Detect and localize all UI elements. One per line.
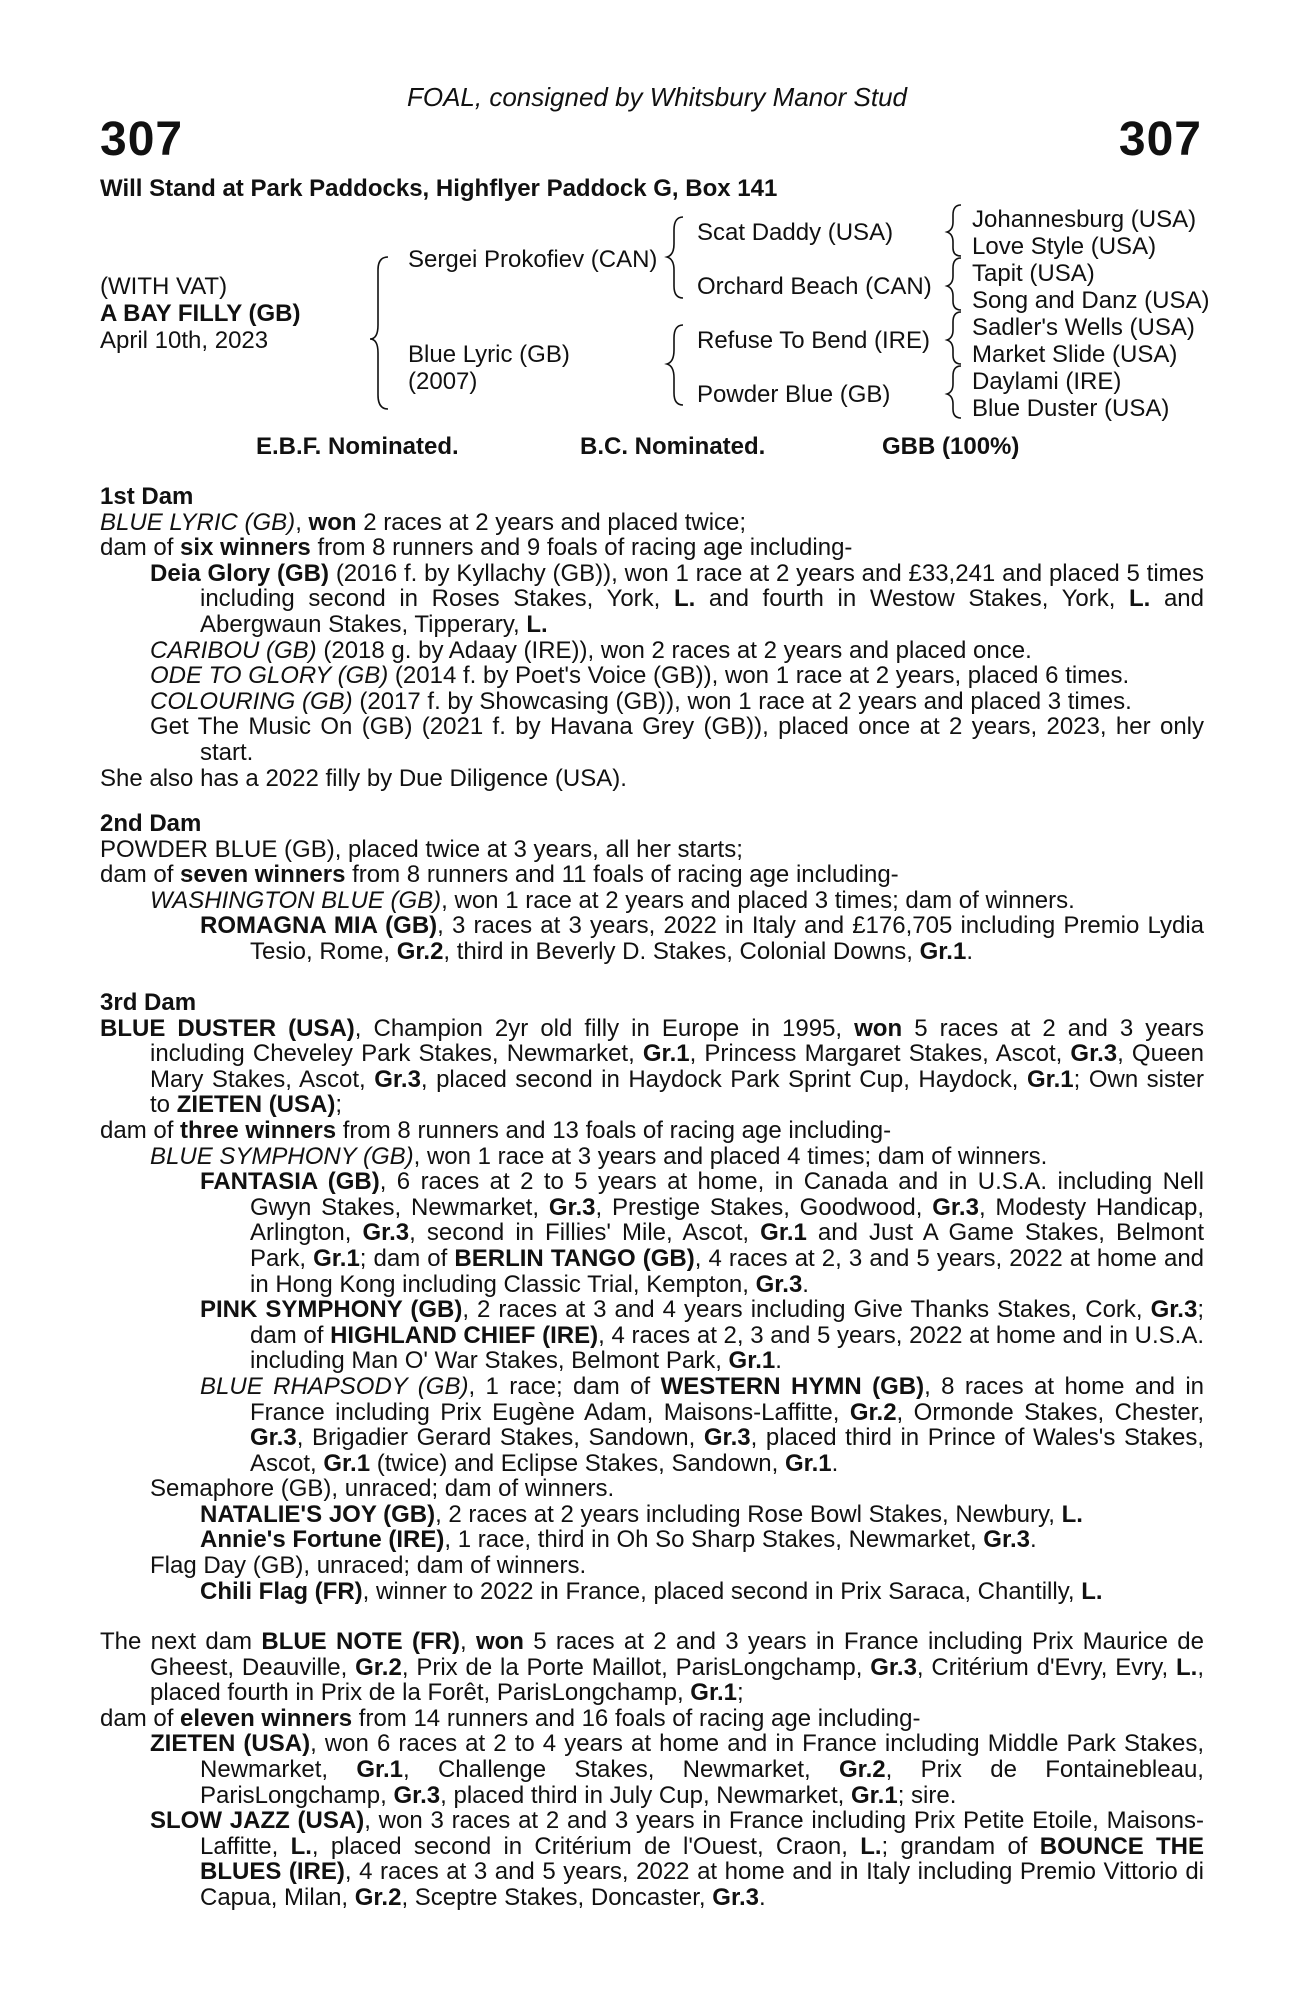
- race-grade: Gr.1: [851, 1781, 898, 1809]
- text-frag: , Critérium d'Evry, Evry,: [916, 1653, 1176, 1681]
- text-frag: , 8 races at home and in France including Prix Eugène Adam, Maisons-Laffitte,: [250, 1372, 1205, 1426]
- text-frag: ; dam of: [250, 1296, 1204, 1349]
- text-frag: , Prestige Stakes, Goodwood,: [595, 1193, 933, 1221]
- winner-count: six winners: [180, 534, 311, 562]
- produce-name: Deia Glory (GB): [150, 559, 329, 587]
- text-frag: , Prix de la Porte Maillot, ParisLongchamp,: [401, 1653, 871, 1681]
- horse-dob: April 10th, 2023: [100, 327, 269, 354]
- text-frag: , 3 races at 3 years, 2022 in Italy and £176,705 including Premio Lydia Tesio, Rome,: [250, 912, 1205, 965]
- text-frag: ;: [736, 1679, 744, 1707]
- pedigree-g1: Johannesburg (USA): [972, 206, 1197, 233]
- race-grade: Gr.1: [690, 1679, 737, 1707]
- text-frag: , 2 races at 2 years including Rose Bowl Stakes, Newbury,: [435, 1500, 1062, 1528]
- next-dam-line: [100, 1629, 1204, 1706]
- text-frag: (2014 f. by Poet's Voice (GB)), won 1 race at 2 years, placed 6 times.: [388, 662, 1130, 690]
- race-grade: Gr.1: [784, 1449, 832, 1477]
- produce-entry: [100, 1527, 1204, 1553]
- text-frag: ; grandam of: [881, 1832, 1028, 1860]
- text-frag: , 6 races at 2 to 5 years at home, in Canada and in U.S.A. including Nell Gwyn Stakes, Newmarket,: [250, 1168, 1204, 1221]
- first-dam-produce-summary: [100, 535, 1204, 561]
- text-frag: , Modesty Handicap, Arlington,: [250, 1193, 1204, 1247]
- text-frag: 5 races at 2 and 3 years in France including Prix Maurice de Gheest, Deauville,: [150, 1628, 1205, 1681]
- ebf-nomination: E.B.F. Nominated.: [256, 433, 459, 460]
- race-grade: L.: [1129, 585, 1151, 613]
- stand-location: Will Stand at Park Paddocks, Highflyer Paddock G, Box 141: [100, 175, 778, 202]
- produce-entry: [100, 1502, 1204, 1528]
- text-frag: Get The Music On (GB) (2021 f. by Havana Grey (GB)), placed once at 2 years, 2023, her only start.: [150, 713, 1204, 766]
- pedigree-dam: Blue Lyric (GB): [408, 341, 570, 368]
- produce-entry: [100, 1169, 1204, 1297]
- produce-entry: [100, 561, 1204, 638]
- race-grade: Gr.3: [1070, 1040, 1118, 1068]
- pedigree-g8: Blue Duster (USA): [972, 395, 1170, 422]
- brace-sire: [667, 217, 683, 298]
- race-grade: Gr.3: [983, 1526, 1030, 1554]
- brace-g1: [947, 205, 961, 256]
- produce-entry: [100, 1579, 1204, 1605]
- race-grade: L.: [1061, 1500, 1083, 1528]
- produce-entry: [100, 1144, 1204, 1170]
- text-frag: ; dam of: [359, 1244, 455, 1272]
- produce-name: ROMAGNA MIA (GB): [200, 912, 438, 940]
- race-grade: Gr.3: [932, 1193, 979, 1221]
- produce-entry: [100, 1731, 1204, 1808]
- race-grade: L.: [1175, 1653, 1198, 1681]
- pedigree-g7: Daylami (IRE): [972, 368, 1122, 395]
- text-frag: 5 races at 2 and 3 years including Cheveley Park Stakes, Newmarket,: [150, 1014, 1204, 1068]
- text-frag: (twice) and Eclipse Stakes, Sandown,: [370, 1449, 785, 1477]
- also-has-line: She also has a 2022 filly by Due Diligence (USA).: [100, 764, 627, 792]
- race-grade: Gr.2: [355, 1653, 402, 1681]
- text-frag: and Just A Game Stakes, Belmont Park,: [250, 1219, 1205, 1272]
- text-frag: , won 1 race at 2 years and placed 3 times; dam of winners.: [441, 886, 1075, 914]
- text-frag: , placed fourth in Prix de la Forêt, ParisLongchamp,: [150, 1653, 1204, 1707]
- produce-name: ODE TO GLORY (GB): [150, 662, 389, 690]
- pedigree-g2: Love Style (USA): [972, 233, 1157, 260]
- produce-entry: [100, 1297, 1204, 1374]
- text-frag: , won 1 race at 3 years and placed 4 times; dam of winners.: [413, 1142, 1048, 1170]
- text-frag: dam of: [100, 1704, 181, 1732]
- text-frag: , placed third in Prince of Wales's Stakes, Ascot,: [250, 1424, 1204, 1477]
- sister-name: ZIETEN (USA): [176, 1091, 336, 1119]
- produce-entry: [100, 913, 1204, 964]
- next-dam-name: BLUE NOTE (FR): [261, 1628, 460, 1655]
- text-frag: and Abergwaun Stakes, Tipperary,: [200, 585, 1204, 638]
- won-word: won: [854, 1014, 903, 1042]
- produce-name: CARIBOU (GB): [150, 636, 317, 664]
- text-frag: , 1 race; dam of: [468, 1372, 661, 1400]
- text-frag: (2016 f. by Kyllachy (GB)), won 1 race at 2 years and £33,241 and placed 5 times including second in Roses Stakes, York,: [200, 559, 1204, 613]
- third-dam-heading: 3rd Dam: [100, 989, 197, 1016]
- text-frag: , Ormonde Stakes, Chester,: [896, 1398, 1204, 1426]
- text-frag: ; sire.: [897, 1781, 957, 1809]
- horse-name: A BAY FILLY (GB): [100, 300, 301, 327]
- third-dam-produce-summary: [100, 1118, 1204, 1144]
- text-frag: , winner to 2022 in France, placed second in Prix Saraca, Chantilly,: [362, 1577, 1082, 1605]
- race-grade: Gr.1: [323, 1449, 371, 1477]
- text-frag: from 14 runners and 16 foals of racing age including-: [352, 1704, 921, 1732]
- race-grade: Gr.1: [728, 1347, 776, 1375]
- third-dam-line: [100, 1016, 1204, 1118]
- text-frag: , Brigadier Gerard Stakes, Sandown,: [296, 1424, 704, 1452]
- text-frag: dam of: [100, 1116, 181, 1144]
- text-frag: .: [966, 937, 973, 965]
- produce-name: SLOW JAZZ (USA): [150, 1807, 365, 1835]
- race-grade: L.: [526, 610, 548, 638]
- text-frag: , 4 races at 2, 3 and 5 years, 2022 at home and in U.S.A. including Man O' War Stakes, Belmont Park,: [250, 1321, 1204, 1375]
- text-frag: , Queen Mary Stakes, Ascot,: [150, 1040, 1204, 1093]
- produce-entry: [100, 638, 1204, 664]
- pedigree-g6: Market Slide (USA): [972, 341, 1178, 368]
- second-dam-line: POWDER BLUE (GB), placed twice at 3 years, all her starts;: [100, 835, 743, 863]
- pedigree-g5: Sadler's Wells (USA): [972, 314, 1195, 341]
- text-frag: (2017 f. by Showcasing (GB)), won 1 race at 2 years and placed 3 times.: [352, 687, 1132, 715]
- lot-number-right: 307: [1118, 113, 1202, 166]
- produce-name: BLUE RHAPSODY (GB): [200, 1372, 469, 1400]
- vat-note: (WITH VAT): [100, 273, 228, 300]
- race-grade: Gr.3: [703, 1424, 751, 1452]
- text-frag: , 4 races at 3 and 5 years, 2022 at home and in Italy including Premio Vittorio di Capua, Milan,: [200, 1858, 1205, 1911]
- bc-nomination: B.C. Nominated.: [580, 433, 766, 460]
- pedigree-sire-sire: Scat Daddy (USA): [697, 219, 894, 246]
- text-frag: ;: [335, 1091, 343, 1119]
- produce-entry: [100, 714, 1204, 765]
- race-grade: Gr.3: [362, 1219, 410, 1247]
- text-frag: from 8 runners and 13 foals of racing age including-: [336, 1116, 892, 1144]
- brace-g3: [947, 312, 961, 364]
- race-grade: Gr.1: [919, 937, 967, 965]
- produce-name: COLOURING (GB): [150, 687, 353, 715]
- winner-count: seven winners: [180, 861, 346, 889]
- race-grade: Gr.3: [870, 1653, 917, 1681]
- race-grade: Gr.2: [354, 1883, 402, 1911]
- first-dam-heading: 1st Dam: [100, 483, 194, 510]
- text-frag: , Princess Margaret Stakes, Ascot,: [689, 1040, 1071, 1068]
- text-frag: , placed third in July Cup, Newmarket,: [440, 1781, 851, 1809]
- gbb-rating: GBB (100%): [882, 433, 1020, 460]
- consignment-line: FOAL, consigned by Whitsbury Manor Stud: [406, 82, 907, 112]
- text-frag: , placed second in Haydock Park Sprint Cup, Haydock,: [420, 1065, 1027, 1093]
- first-dam-line: [100, 510, 1204, 536]
- produce-name: BOUNCE THE BLUES (IRE): [200, 1832, 1205, 1886]
- text-frag: .: [758, 1883, 766, 1911]
- pedigree-dam-dam: Powder Blue (GB): [697, 381, 891, 408]
- produce-name: PINK SYMPHONY (GB): [200, 1296, 463, 1324]
- produce-name: Chili Flag (FR): [200, 1577, 363, 1605]
- pedigree-dam-year: (2007): [408, 368, 478, 395]
- produce-name: HIGHLAND CHIEF (IRE): [330, 1321, 599, 1349]
- race-grade: Gr.2: [838, 1755, 886, 1783]
- text-frag: .: [831, 1449, 839, 1477]
- race-grade: Gr.3: [1150, 1296, 1198, 1324]
- race-grade: Gr.3: [393, 1781, 441, 1809]
- winner-count: eleven winners: [180, 1704, 353, 1732]
- race-grade: Gr.1: [642, 1040, 690, 1068]
- first-dam-section: [100, 484, 1204, 791]
- text-frag: and fourth in Westow Stakes, York,: [695, 585, 1129, 613]
- text-frag: , placed second in Critérium de l'Ouest, Craon,: [311, 1832, 861, 1860]
- text-frag: .: [1029, 1526, 1037, 1554]
- text-frag: ,: [459, 1628, 476, 1655]
- text-frag: 2 races at 2 years and placed twice;: [356, 508, 747, 536]
- brace-g2: [947, 258, 961, 310]
- text-frag: , won 3 races at 2 and 3 years in France including Prix Petite Etoile, Maisons-Laffitte,: [200, 1807, 1204, 1860]
- race-grade: Gr.3: [548, 1193, 596, 1221]
- race-grade: Gr.3: [712, 1883, 759, 1911]
- produce-entry: [100, 1476, 1204, 1502]
- text-frag: from 8 runners and 11 foals of racing age including-: [345, 861, 899, 889]
- race-grade: Gr.1: [1026, 1065, 1074, 1093]
- race-grade: L.: [673, 585, 696, 613]
- text-frag: , second in Fillies' Mile, Ascot,: [409, 1219, 761, 1247]
- race-grade: Gr.3: [755, 1270, 803, 1298]
- first-dam-name: BLUE LYRIC (GB): [100, 508, 296, 536]
- produce-name: BLUE SYMPHONY (GB): [150, 1142, 414, 1170]
- race-grade: L.: [860, 1832, 882, 1860]
- race-grade: Gr.2: [396, 937, 444, 965]
- text-frag: , 4 races at 2, 3 and 5 years, 2022 at home and in Hong Kong including Classic Trial, Kempton,: [250, 1244, 1205, 1298]
- race-grade: Gr.3: [374, 1065, 421, 1093]
- brace-dam: [667, 325, 683, 405]
- text-frag: ,: [295, 508, 309, 536]
- race-grade: Gr.2: [849, 1398, 897, 1426]
- won-word: won: [308, 508, 357, 536]
- race-grade: L.: [290, 1832, 312, 1860]
- race-grade: L.: [1081, 1577, 1103, 1605]
- text-frag: , Challenge Stakes, Newmarket,: [403, 1755, 839, 1783]
- pedigree-dam-sire: Refuse To Bend (IRE): [697, 327, 931, 354]
- text-frag: (2018 g. by Adaay (IRE)), won 2 races at 2 years and placed once.: [316, 636, 1032, 664]
- brace-gen1: [370, 257, 388, 409]
- third-dam-section: [100, 990, 1204, 1604]
- race-grade: Gr.1: [356, 1755, 404, 1783]
- produce-name: ZIETEN (USA): [150, 1730, 311, 1758]
- text-frag: , 1 race, third in Oh So Sharp Stakes, Newmarket,: [444, 1526, 984, 1554]
- text-frag: , 2 races at 3 and 4 years including Give Thanks Stakes, Cork,: [462, 1296, 1151, 1324]
- produce-name: WESTERN HYMN (GB): [660, 1372, 925, 1400]
- brace-g4: [947, 366, 961, 418]
- race-grade: Gr.1: [313, 1244, 360, 1272]
- text-frag: , third in Beverly D. Stakes, Colonial Downs,: [443, 937, 920, 965]
- pedigree-sire: Sergei Prokofiev (CAN): [408, 246, 658, 273]
- text-frag: , Prix de Fontainebleau, ParisLongchamp,: [200, 1755, 1204, 1809]
- won-word: won: [475, 1628, 524, 1655]
- produce-entry: [100, 1808, 1204, 1910]
- second-dam-produce-summary: [100, 862, 1204, 888]
- third-dam-name: BLUE DUSTER (USA): [100, 1014, 355, 1042]
- next-dam-produce-summary: [100, 1706, 1204, 1732]
- produce-name: NATALIE'S JOY (GB): [200, 1500, 436, 1528]
- text-frag: , won 6 races at 2 to 4 years at home and in France including Middle Park Stakes, Newmarket,: [200, 1730, 1204, 1783]
- text-frag: .: [775, 1347, 782, 1375]
- produce-entry: [100, 689, 1204, 715]
- text-frag: The next dam: [100, 1628, 262, 1655]
- text-frag: dam of: [100, 861, 181, 889]
- pedigree-g4: Song and Danz (USA): [972, 287, 1210, 314]
- produce-name: FANTASIA (GB): [200, 1168, 380, 1196]
- race-grade: Gr.3: [250, 1424, 297, 1452]
- text-frag: Semaphore (GB), unraced; dam of winners.: [150, 1475, 615, 1503]
- second-dam-section: [100, 811, 1204, 965]
- next-dam-section: [100, 1629, 1204, 1911]
- pedigree-sire-dam: Orchard Beach (CAN): [697, 273, 932, 300]
- produce-name: Annie's Fortune (IRE): [200, 1526, 445, 1554]
- text-frag: .: [802, 1270, 809, 1298]
- produce-entry: [100, 1374, 1204, 1476]
- winner-count: three winners: [180, 1116, 337, 1144]
- produce-name: BERLIN TANGO (GB): [454, 1244, 695, 1272]
- text-frag: dam of: [100, 534, 181, 562]
- pedigree-g3: Tapit (USA): [972, 260, 1095, 287]
- text-frag: Flag Day (GB), unraced; dam of winners.: [150, 1552, 587, 1580]
- text-frag: from 8 runners and 9 foals of racing age including-: [310, 534, 853, 562]
- text-frag: , Champion 2yr old filly in Europe in 1995,: [354, 1014, 855, 1042]
- race-grade: Gr.1: [760, 1219, 807, 1247]
- second-dam-heading: 2nd Dam: [100, 810, 202, 837]
- text-frag: , Sceptre Stakes, Doncaster,: [401, 1883, 713, 1911]
- produce-entry: [100, 888, 1204, 914]
- produce-entry: [100, 663, 1204, 689]
- produce-entry: [100, 1553, 1204, 1579]
- text-frag: ; Own sister to: [150, 1065, 1204, 1119]
- produce-name: WASHINGTON BLUE (GB): [150, 886, 442, 914]
- lot-number-left: 307: [100, 113, 184, 166]
